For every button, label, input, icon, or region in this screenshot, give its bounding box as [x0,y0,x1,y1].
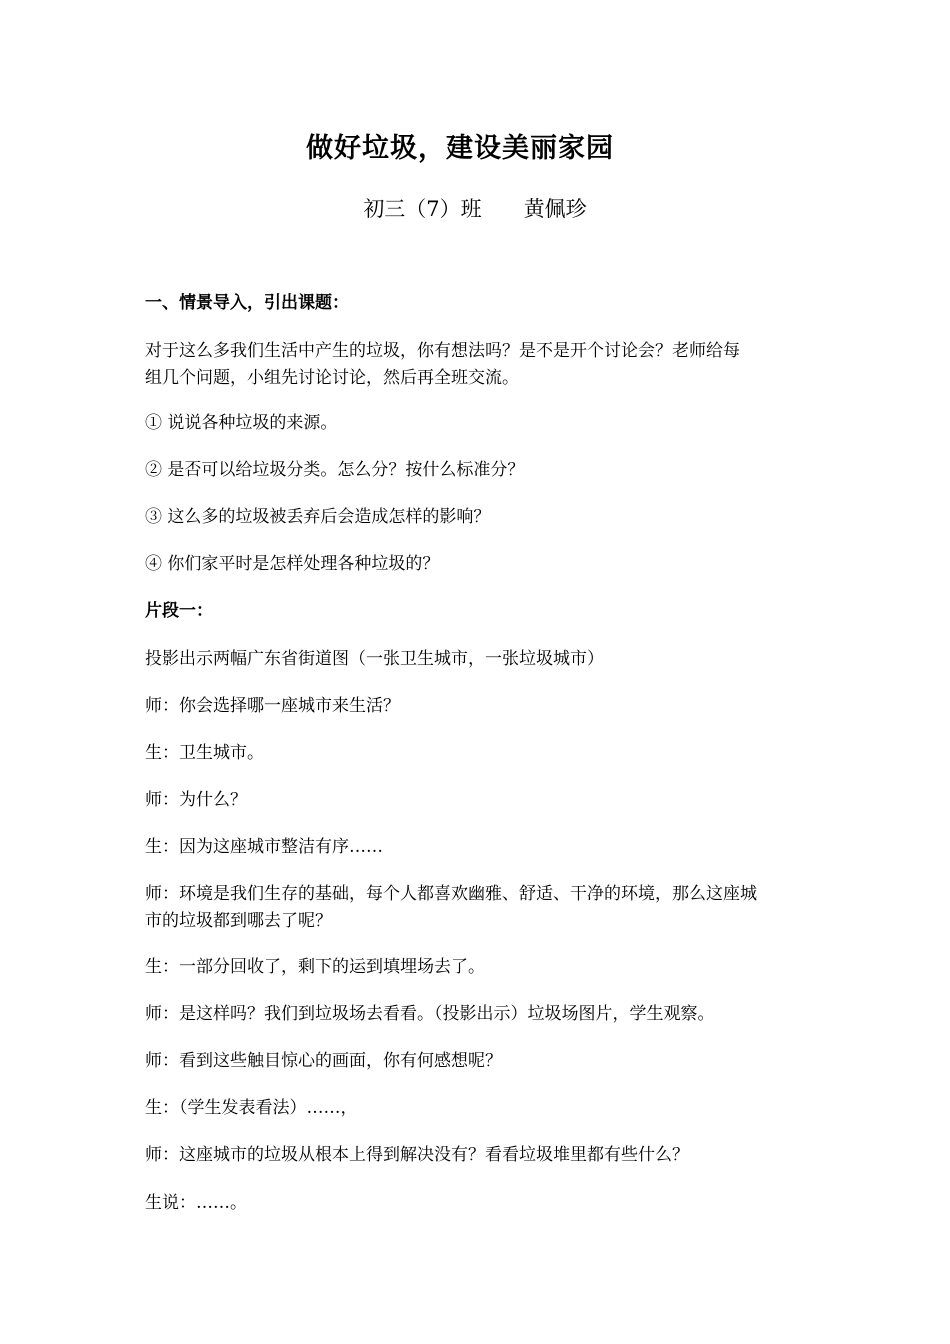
environment-paragraph [145,881,815,935]
segment-line: 师：看到这些触目惊心的画面，你有何感想呢？ [145,1051,502,1071]
segment-line: 生说：……。 [145,1193,247,1213]
question-3: ③ 这么多的垃圾被丢弃后会造成怎样的影响？ [145,507,491,527]
segment-line: 生：（学生发表看法）……， [145,1098,358,1118]
question-4: ④ 你们家平时是怎样处理各种垃圾的？ [145,554,440,574]
segment-line: 生：一部分回收了，剩下的运到填埋场去了。 [145,957,485,977]
segment-line: 师：这座城市的垃圾从根本上得到解决没有？看看垃圾堆里都有些什么？ [145,1145,689,1165]
section1-heading: 一、情景导入，引出课题： [145,293,349,313]
section1-intro [145,338,815,392]
segment-line: 生：卫生城市。 [145,743,264,763]
class-name: 初三（7）班 [363,197,482,221]
intro-line-1: 对于这么多我们生活中产生的垃圾，你有想法吗？是不是开个讨论会？老师给每 [145,341,740,361]
intro-line-2: 组几个问题，小组先讨论讨论，然后再全班交流。 [145,368,519,388]
question-1: ① 说说各种垃圾的来源。 [145,413,338,433]
segment-line: 师：你会选择哪一座城市来生活？ [145,696,400,716]
segment-line: 师：是这样吗？我们到垃圾场去看看。（投影出示）垃圾场图片，学生观察。 [145,1004,715,1024]
segment-line: 生：因为这座城市整洁有序…… [145,837,383,857]
author-name: 黄佩珍 [523,197,587,221]
segment1-heading: 片段一： [145,601,213,621]
segment-line: 师：为什么？ [145,790,247,810]
question-2: ② 是否可以给垃圾分类。怎么分？按什么标准分？ [145,460,525,480]
environment-line-2: 市的垃圾都到哪去了呢？ [145,911,332,931]
segment-line: 投影出示两幅广东省街道图（一张卫生城市，一张垃圾城市） [145,649,604,669]
environment-line-1: 师：环境是我们生存的基础，每个人都喜欢幽雅、舒适、干净的环境，那么这座城 [145,884,757,904]
author-line [0,194,950,224]
page-title: 做好垃圾，建设美丽家园 [306,133,614,164]
